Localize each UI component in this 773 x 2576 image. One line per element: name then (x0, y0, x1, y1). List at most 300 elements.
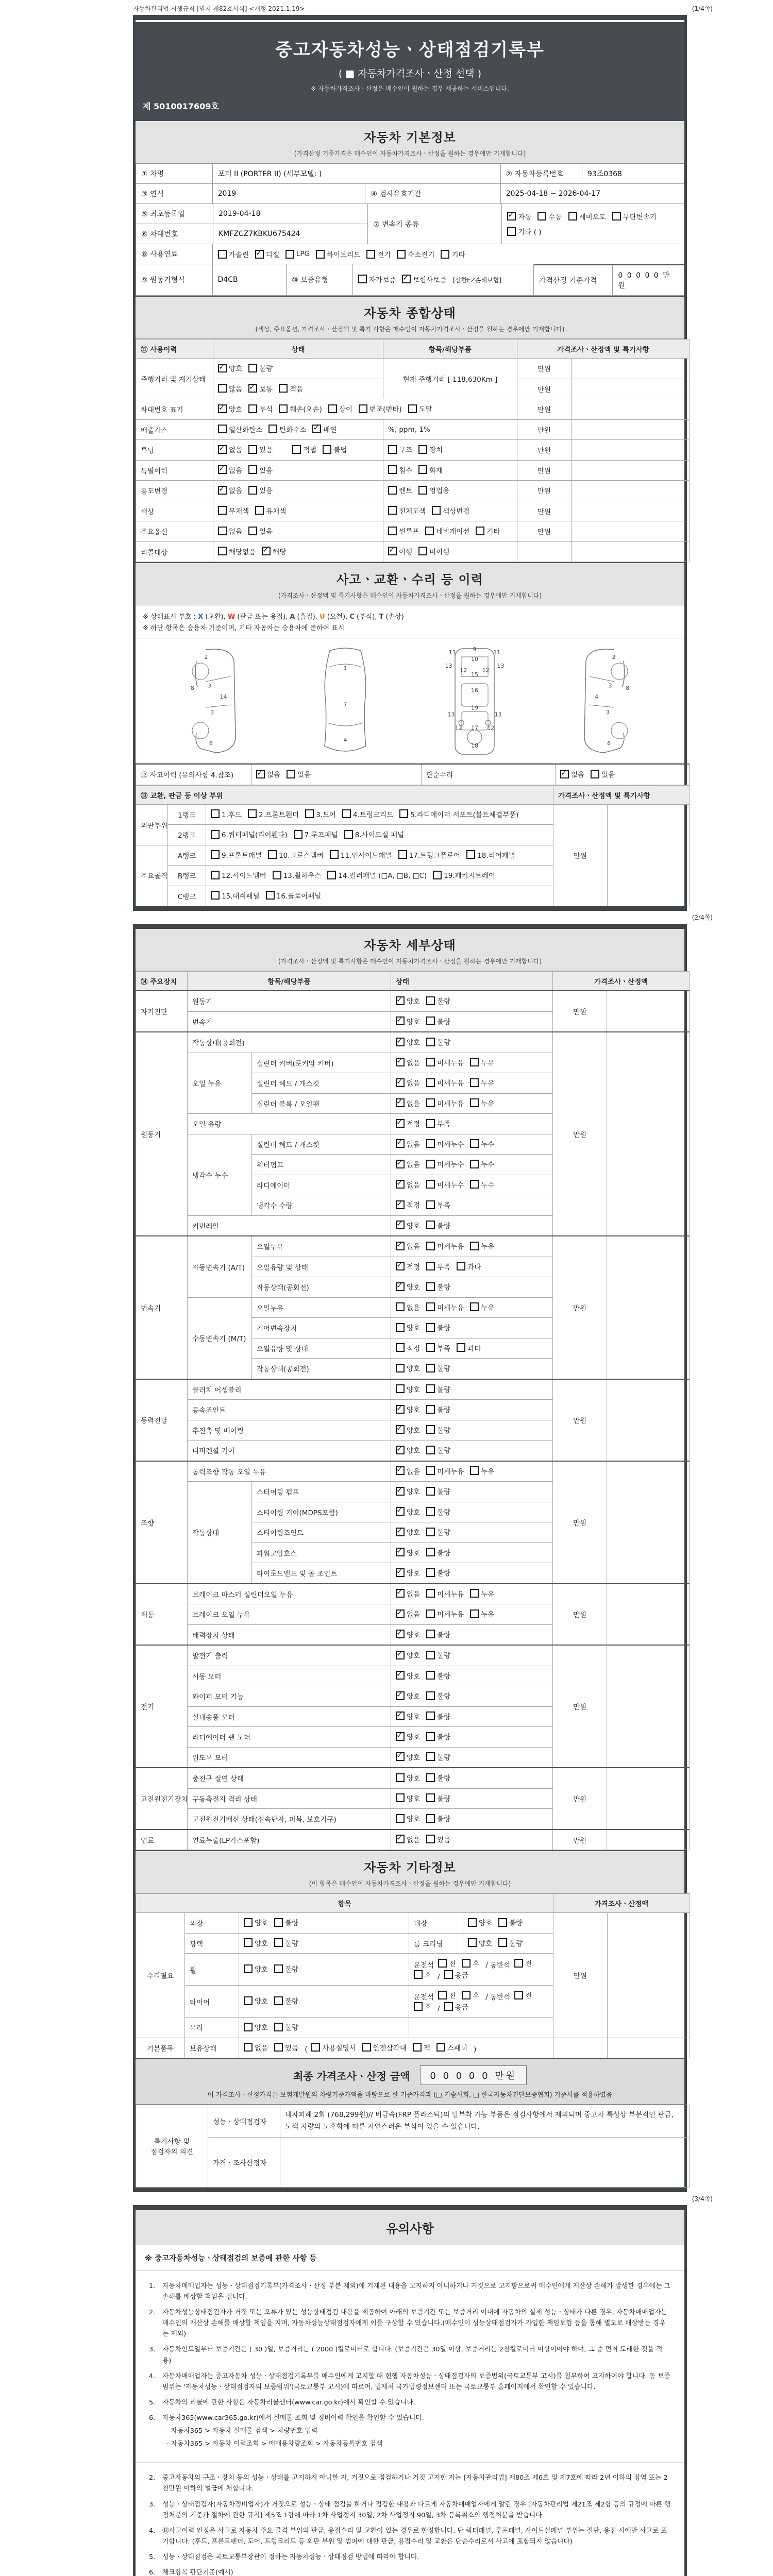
checkbox-18.리어패널[interactable] (466, 850, 475, 859)
checkbox-누수[interactable] (470, 1160, 479, 1168)
checkbox-4.트렁크리드[interactable] (342, 809, 351, 818)
checkbox-2.프론트휀더[interactable] (248, 809, 257, 818)
checkbox-불량[interactable] (426, 1691, 435, 1700)
notice-item (149, 2281, 671, 2302)
checkbox-없음[interactable] (560, 770, 569, 778)
legend-part: (부식), (354, 613, 379, 621)
checkbox-label: 불량 (437, 1426, 451, 1435)
sub-item-checks (239, 2018, 409, 2038)
checkbox-양호[interactable] (396, 1446, 405, 1454)
checkbox-label: 불량 (259, 365, 273, 373)
checkbox-label: 과다 (467, 1263, 481, 1272)
checkbox-label: 불량 (437, 1815, 451, 1823)
checkbox-후[interactable] (414, 2002, 423, 2011)
checkbox-부족[interactable] (426, 1200, 435, 1209)
panel-number-17: 17 (471, 724, 479, 732)
item-cell: 충전구 절연 상태 (188, 1768, 391, 1788)
checkbox-미세누유[interactable] (426, 1242, 435, 1250)
checkbox-색상변경[interactable] (432, 506, 441, 515)
checkbox-불량[interactable] (426, 1487, 435, 1496)
checkbox-불량[interactable] (498, 1918, 507, 1927)
checkbox-양호[interactable] (396, 996, 405, 1005)
checkbox-불량[interactable] (248, 364, 257, 372)
row-label: 리콜대상 (136, 541, 213, 562)
checkbox-양호[interactable] (244, 1938, 253, 1947)
check-option (396, 1629, 420, 1639)
checkbox-양호[interactable] (244, 2023, 253, 2031)
check-option (328, 403, 352, 414)
checkbox-안전삼각대[interactable] (362, 2043, 371, 2052)
checkbox-부식[interactable] (248, 404, 257, 413)
checkbox-양호[interactable] (396, 1364, 405, 1372)
checkbox-보험사보증[interactable] (402, 275, 411, 283)
state-checks (391, 1706, 553, 1727)
checkbox-스패너[interactable] (436, 2043, 445, 2052)
checkbox-label: 적정 (407, 1344, 421, 1353)
checkbox-불량[interactable] (274, 1918, 283, 1927)
check-option (327, 870, 427, 880)
check-option (330, 850, 392, 860)
checkbox-양호[interactable] (396, 1384, 405, 1393)
checkbox-양호[interactable] (396, 1425, 405, 1434)
check-option (402, 274, 446, 284)
remark-cell (607, 1032, 689, 1236)
checkbox-과다[interactable] (457, 1343, 465, 1352)
checkbox-침수[interactable] (388, 465, 397, 474)
checkbox-양호[interactable] (396, 1630, 405, 1638)
checkbox-불량[interactable] (274, 2023, 283, 2031)
checkbox-도말[interactable] (408, 404, 417, 413)
checkbox-8.사이드실 패널[interactable] (344, 830, 353, 839)
check-option (470, 1302, 494, 1312)
checkbox-있음[interactable] (248, 527, 257, 535)
checkbox-12.사이드멤버[interactable] (211, 871, 220, 879)
checkbox-양호[interactable] (396, 1568, 405, 1577)
checkbox-없음[interactable] (396, 1078, 405, 1087)
checkbox-미세누유[interactable] (426, 1098, 435, 1107)
checkbox-미세누수[interactable] (426, 1160, 435, 1168)
checkbox-상이[interactable] (328, 404, 337, 413)
checkbox-양호[interactable] (244, 1918, 253, 1927)
checkbox-훼손(오손)[interactable] (279, 404, 288, 413)
checkbox-label: 양호 (255, 2024, 268, 2032)
car-name-value: 포터 II (PORTER II) (세부모델: ) (213, 164, 501, 184)
checkbox-label: 11.인사이드패널 (340, 851, 392, 860)
checkbox-불량[interactable] (426, 1671, 435, 1680)
checkbox-없음[interactable] (244, 2043, 253, 2052)
checkbox-양호[interactable] (396, 1038, 405, 1046)
panel-number-8: 8 (190, 685, 194, 691)
checkbox-양호[interactable] (396, 1323, 405, 1332)
checkbox-적음[interactable] (279, 384, 288, 393)
item-cell: 추진축 및 베어링 (188, 1420, 391, 1440)
checkbox-불량[interactable] (426, 1221, 435, 1229)
checkbox-label: 불량 (285, 1939, 299, 1948)
checkbox-LPG[interactable] (285, 250, 294, 259)
check-option (255, 249, 279, 259)
checkbox-label: 탄화수소 (279, 426, 307, 434)
check-option (396, 1813, 420, 1823)
check-option (388, 505, 426, 516)
checkbox-무채색[interactable] (218, 506, 227, 515)
checkbox-없음[interactable] (396, 1466, 405, 1475)
checkbox-누유[interactable] (470, 1466, 479, 1475)
checkbox-전[interactable] (514, 1991, 523, 1999)
checkbox-label: 4.트렁크리드 (353, 810, 394, 819)
checkbox-전기[interactable] (366, 250, 375, 259)
checkbox-19.패키지트레이[interactable] (433, 871, 442, 879)
notice-item (149, 2472, 671, 2494)
checkbox-label: 없음 (407, 1079, 421, 1088)
check-option (292, 444, 316, 454)
checkbox-불량[interactable] (426, 1711, 435, 1720)
checkbox-없음[interactable] (396, 1302, 405, 1311)
checkbox-불량[interactable] (426, 1528, 435, 1536)
checkbox-양호[interactable] (396, 1691, 405, 1700)
check-option (218, 444, 242, 454)
check-option (396, 1608, 420, 1619)
checkbox-양호[interactable] (396, 1651, 405, 1659)
checkbox-양호[interactable] (396, 1711, 405, 1720)
checkbox-양호[interactable] (396, 1732, 405, 1741)
checkbox-장치[interactable] (418, 445, 427, 454)
checkbox-전[interactable] (514, 1959, 523, 1968)
notice-item (149, 2499, 671, 2521)
checkbox-불량[interactable] (426, 1323, 435, 1332)
checkbox-label: 이행 (399, 548, 413, 556)
checkbox-양호[interactable] (244, 1996, 253, 2005)
checkbox-불량[interactable] (426, 1446, 435, 1454)
checkbox-불량[interactable] (426, 1507, 435, 1516)
checkbox-11.인사이드패널[interactable] (330, 850, 339, 859)
checkbox-불량[interactable] (426, 1752, 435, 1761)
checkbox-label: 누유 (481, 1467, 495, 1476)
checkbox-1.후드[interactable] (211, 809, 220, 818)
checkbox-양호[interactable] (396, 1016, 405, 1025)
checkbox-15.대쉬패널[interactable] (211, 891, 220, 900)
checkbox-가솔린[interactable] (218, 250, 227, 259)
checkbox-있음[interactable] (426, 1835, 435, 1843)
checkbox-label: 무단변속기 (623, 213, 657, 222)
check-option (396, 1098, 420, 1108)
check-option (470, 1057, 494, 1067)
checkbox-label: 적법 (303, 446, 317, 454)
checkbox-적정[interactable] (396, 1200, 405, 1209)
check-option (255, 505, 286, 516)
checkbox-양호[interactable] (396, 1793, 405, 1802)
checkbox-없음[interactable] (396, 1589, 405, 1598)
checkbox-label: 유채색 (266, 507, 287, 516)
checkbox-10.크로스멤버[interactable] (268, 850, 277, 859)
checkbox-불량[interactable] (274, 1938, 283, 1947)
checkbox-양호[interactable] (396, 1221, 405, 1229)
checkbox-3.도어[interactable] (305, 809, 314, 818)
checkbox-불량[interactable] (426, 1405, 435, 1414)
checkbox-영업용[interactable] (418, 486, 427, 495)
checkbox-적법[interactable] (292, 445, 301, 454)
checkbox-6.쿼터패널(리어휀다)[interactable] (211, 830, 220, 839)
basic-info-table (136, 163, 684, 296)
checkbox-불량[interactable] (426, 1548, 435, 1556)
checkbox-자가보증[interactable] (358, 275, 367, 283)
checkbox-잭[interactable] (413, 2043, 422, 2052)
checkbox-없음[interactable] (396, 1098, 405, 1107)
checkbox-불량[interactable] (426, 1651, 435, 1659)
checkbox-없음[interactable] (218, 527, 227, 535)
checkbox-불량[interactable] (426, 1773, 435, 1782)
checkbox-5.라디에이터 서포트(볼트체결부품)[interactable] (399, 809, 408, 818)
checkbox-하이브리드[interactable] (316, 250, 325, 259)
checkbox-부족[interactable] (426, 1343, 435, 1352)
checkbox-렌트[interactable] (388, 486, 397, 495)
panel-number-11: 11 (448, 649, 456, 656)
check-option (426, 1363, 450, 1373)
state-checks (391, 1809, 553, 1829)
checkbox-해당[interactable] (262, 547, 271, 555)
checkbox-양호[interactable] (396, 1507, 405, 1516)
check-option (591, 769, 615, 779)
checkbox-16.플로어패널[interactable] (266, 891, 275, 900)
checkbox-양호[interactable] (396, 1773, 405, 1782)
checkbox-양호[interactable] (396, 1528, 405, 1536)
document-note: ※ 자동차가격조사ㆍ산정은 매수인이 원하는 경우 제공하는 서비스입니다. (311, 85, 509, 92)
checkbox-누유[interactable] (470, 1058, 479, 1066)
checkbox-미세누수[interactable] (426, 1139, 435, 1148)
checkbox-과다[interactable] (457, 1262, 465, 1270)
checkbox-있음[interactable] (591, 770, 599, 778)
checkbox-있음[interactable] (248, 486, 257, 495)
checkbox-변조(변타)[interactable] (359, 404, 367, 413)
checkbox-이행[interactable] (388, 547, 397, 555)
checkbox-label: 없음 (407, 1181, 421, 1190)
checkbox-불량[interactable] (274, 1964, 283, 1973)
field-label: ③ 연식 (136, 184, 213, 204)
state-checks (213, 521, 383, 542)
checkbox-미세누유[interactable] (426, 1058, 435, 1066)
checkbox-없음[interactable] (218, 486, 227, 495)
checkbox-불량[interactable] (426, 1282, 435, 1291)
checkbox-없음[interactable] (396, 1242, 405, 1250)
item-cell: 시동 모터 (188, 1666, 391, 1686)
checkbox-미세누유[interactable] (426, 1078, 435, 1087)
checkbox-있음[interactable] (287, 770, 295, 778)
checkbox-미세누수[interactable] (426, 1180, 435, 1189)
state-checks (391, 1338, 553, 1359)
checkbox-일산화탄소[interactable] (218, 425, 227, 433)
checkbox-수동[interactable] (537, 212, 546, 221)
checkbox-있음[interactable] (274, 2043, 283, 2052)
item-cell (383, 481, 517, 501)
checkbox-양호[interactable] (396, 1752, 405, 1761)
checkbox-기타[interactable] (476, 527, 484, 535)
checkbox-불량[interactable] (426, 1425, 435, 1434)
checkbox-미이행[interactable] (418, 547, 427, 555)
checkbox-적정[interactable] (396, 1343, 405, 1352)
checkbox-양호[interactable] (396, 1282, 405, 1291)
page-block-1 (133, 15, 687, 911)
checkbox-썬루프[interactable] (388, 527, 397, 535)
checkbox-전[interactable] (438, 1959, 447, 1968)
checkbox-7.루프패널[interactable] (294, 830, 303, 839)
state-checks (391, 1318, 553, 1338)
checkbox-label: 누유 (481, 1590, 495, 1599)
checkbox-누수[interactable] (470, 1139, 479, 1148)
checkbox-전체도색[interactable] (388, 506, 397, 515)
checkbox-label: 8.사이드실 패널 (355, 831, 405, 839)
checkbox-후[interactable] (462, 1991, 470, 1999)
checkbox-label: 불량 (437, 1508, 451, 1517)
panel-number-4: 4 (595, 693, 599, 701)
checkbox-응급[interactable] (444, 2002, 453, 2011)
checkbox-9.프론트패널[interactable] (211, 850, 220, 859)
checkbox-세미오토[interactable] (568, 212, 577, 221)
checkbox-불량[interactable] (426, 1793, 435, 1802)
checkbox-부족[interactable] (426, 1119, 435, 1128)
checkbox-label: 후 (425, 2003, 432, 2012)
checkbox-양호[interactable] (468, 1918, 477, 1927)
device-cell: 원동기 (136, 1032, 188, 1236)
checkbox-13.휠하우스[interactable] (273, 871, 281, 879)
checkbox-양호[interactable] (396, 1814, 405, 1823)
sub-item-label: 내장 (409, 1913, 463, 1934)
check-option (470, 1179, 494, 1190)
checkbox-후[interactable] (414, 1970, 423, 1979)
checkbox-사용설명서[interactable] (311, 2043, 320, 2052)
checkbox-화재[interactable] (418, 465, 427, 474)
checkbox-무단변속기[interactable] (612, 212, 621, 221)
empty-cell (409, 2018, 553, 2038)
checkbox-해당없음[interactable] (218, 547, 227, 555)
checkbox-누수[interactable] (470, 1180, 479, 1189)
device-cell: 동력전달 (136, 1379, 188, 1461)
parts-header: ⑬ 교환, 판금 등 이상 부위 (136, 785, 553, 804)
checkbox-label: 양호 (407, 1365, 421, 1373)
checkbox-적정[interactable] (396, 1119, 405, 1128)
checkbox-수소전기[interactable] (397, 250, 406, 259)
check-option (248, 809, 299, 819)
checkbox-미세누유[interactable] (426, 1589, 435, 1598)
checkbox-전[interactable] (438, 1991, 447, 1999)
checkbox-누유[interactable] (470, 1242, 479, 1250)
checkbox-누유[interactable] (470, 1589, 479, 1598)
checkbox-양호[interactable] (218, 404, 227, 413)
checkbox-불량[interactable] (426, 1630, 435, 1638)
check-option (398, 850, 461, 860)
checkbox-label: 불량 (437, 1549, 451, 1557)
checkbox-양호[interactable] (244, 1964, 253, 1973)
checkbox-불량[interactable] (426, 1364, 435, 1372)
checkbox-기타 ( )[interactable] (507, 227, 516, 236)
checkbox-label: 사용설명서 (322, 2044, 356, 2053)
checkbox-없음[interactable] (396, 1835, 405, 1843)
checkbox-기타[interactable] (441, 250, 449, 259)
checkbox-없음[interactable] (396, 1609, 405, 1618)
item-cell: 작동상태(공회전) (252, 1277, 391, 1298)
checkbox-후[interactable] (462, 1959, 470, 1968)
checkbox-미세누유[interactable] (426, 1466, 435, 1475)
checkbox-양호[interactable] (468, 1938, 477, 1947)
checkbox-불량[interactable] (426, 1016, 435, 1025)
check-option (441, 249, 465, 259)
checkbox-양호[interactable] (396, 1405, 405, 1414)
checkbox-많음[interactable] (218, 384, 227, 393)
checkbox-17.트렁크플로어[interactable] (398, 850, 407, 859)
item-cell: 동력조향 작동 오일 누유 (188, 1461, 391, 1482)
checkbox-탄화수소[interactable] (268, 425, 277, 433)
checkbox-네비게이션[interactable] (425, 527, 434, 535)
checkbox-매연[interactable] (312, 425, 321, 433)
checkbox-불량[interactable] (274, 1996, 283, 2005)
checkbox-누유[interactable] (470, 1098, 479, 1107)
state-checks (391, 1522, 553, 1543)
checkbox-디젤[interactable] (255, 250, 264, 259)
check-option (218, 424, 262, 434)
accident-band (136, 562, 684, 605)
checkbox-없음[interactable] (256, 770, 265, 778)
checkbox-응급[interactable] (444, 1970, 453, 1979)
checkbox-없음[interactable] (396, 1160, 405, 1168)
checkbox-보통[interactable] (248, 384, 257, 393)
checkbox-미세누유[interactable] (426, 1302, 435, 1311)
checkbox-미세누유[interactable] (426, 1609, 435, 1618)
checkbox-누유[interactable] (470, 1078, 479, 1087)
check-option (218, 526, 242, 536)
notice-item-number: 4. (149, 2527, 156, 2535)
checkbox-불량[interactable] (426, 1038, 435, 1046)
checkbox-있음[interactable] (248, 445, 257, 454)
checkbox-14.필러패널 (□A, □B, □C)[interactable] (327, 871, 336, 879)
checkbox-불법[interactable] (323, 445, 331, 454)
checkbox-불량[interactable] (426, 996, 435, 1005)
checkbox-없음[interactable] (218, 445, 227, 454)
checkbox-부족[interactable] (426, 1262, 435, 1270)
check-option (418, 444, 443, 454)
check-option (476, 526, 500, 536)
checkbox-누유[interactable] (470, 1609, 479, 1618)
checkbox-양호[interactable] (396, 1487, 405, 1496)
checkbox-구조[interactable] (388, 445, 397, 454)
checkbox-적정[interactable] (396, 1262, 405, 1270)
checkbox-불량[interactable] (426, 1732, 435, 1741)
checkbox-양호[interactable] (396, 1548, 405, 1556)
checkbox-label: 렌트 (399, 487, 413, 495)
checkbox-없음[interactable] (396, 1139, 405, 1148)
checkbox-누유[interactable] (470, 1302, 479, 1311)
checkbox-없음[interactable] (218, 465, 227, 474)
checkbox-없음[interactable] (396, 1058, 405, 1066)
price-cell: 만원 (553, 804, 608, 906)
checkbox-불량[interactable] (426, 1384, 435, 1393)
checkbox-있음[interactable] (248, 465, 257, 474)
checkbox-불량[interactable] (498, 1938, 507, 1947)
checkbox-유채색[interactable] (255, 506, 264, 515)
checkbox-양호[interactable] (396, 1671, 405, 1680)
checkbox-label: 불량 (437, 1753, 451, 1762)
checkbox-없음[interactable] (396, 1180, 405, 1189)
checkbox-label: 네비게이션 (436, 528, 470, 536)
checkbox-양호[interactable] (218, 364, 227, 372)
checkbox-자동[interactable] (507, 212, 516, 221)
checkbox-불량[interactable] (426, 1814, 435, 1823)
checkbox-label: 불량 (437, 1385, 451, 1394)
check-option (396, 1037, 420, 1047)
notice-item-number: 6. (149, 2569, 156, 2576)
notice-item (149, 2526, 671, 2547)
checkbox-label: 12.사이드멤버 (222, 872, 266, 880)
checkbox-불량[interactable] (426, 1568, 435, 1577)
check-option (218, 249, 249, 259)
state-checks (391, 1482, 553, 1502)
